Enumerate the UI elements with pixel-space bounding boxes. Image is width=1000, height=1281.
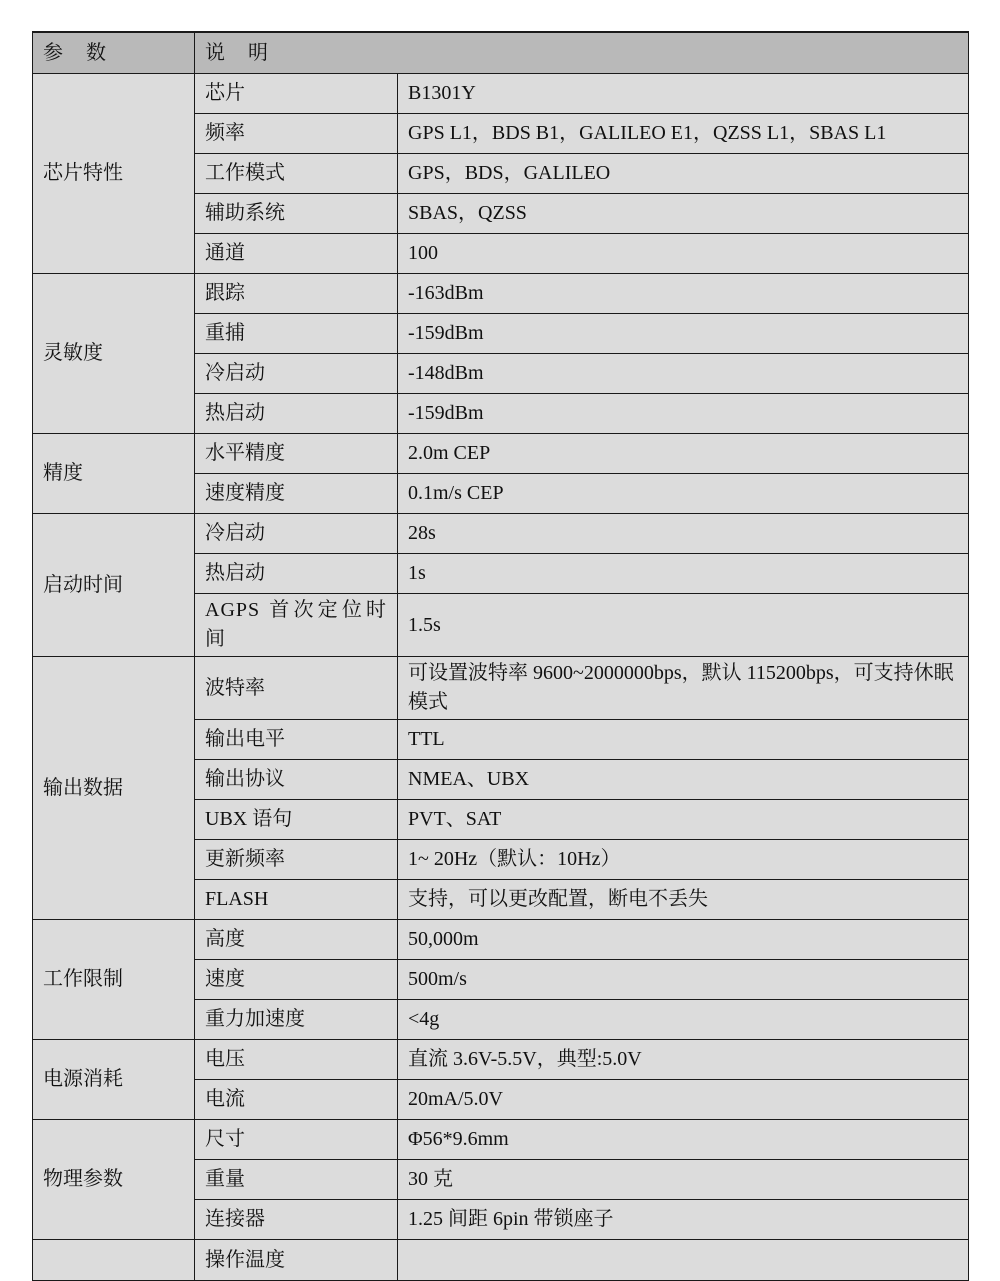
parameter-cell: 操作温度	[195, 1240, 398, 1281]
category-cell: 输出数据	[33, 657, 195, 920]
parameter-cell: 输出协议	[195, 760, 398, 800]
parameter-cell: 速度	[195, 960, 398, 1000]
parameter-cell: 更新频率	[195, 840, 398, 880]
parameter-cell: 速度精度	[195, 474, 398, 514]
category-cell: 电源消耗	[33, 1040, 195, 1120]
category-cell: 物理参数	[33, 1120, 195, 1240]
parameter-cell: 辅助系统	[195, 194, 398, 234]
value-cell: SBAS，QZSS	[398, 194, 969, 234]
parameter-cell: 热启动	[195, 394, 398, 434]
value-cell: 28s	[398, 514, 969, 554]
value-cell: -148dBm	[398, 354, 969, 394]
parameter-cell: 热启动	[195, 554, 398, 594]
parameter-cell: 连接器	[195, 1200, 398, 1240]
value-cell: 1s	[398, 554, 969, 594]
category-cell: 精度	[33, 434, 195, 514]
parameter-cell: 工作模式	[195, 154, 398, 194]
value-cell: <4g	[398, 1000, 969, 1040]
value-cell: TTL	[398, 720, 969, 760]
category-cell: 启动时间	[33, 514, 195, 657]
category-cell: 灵敏度	[33, 274, 195, 434]
parameter-cell: 跟踪	[195, 274, 398, 314]
table-row	[33, 657, 969, 720]
value-cell: PVT、SAT	[398, 800, 969, 840]
value-cell: 1~ 20Hz（默认：10Hz）	[398, 840, 969, 880]
category-cell	[33, 1240, 195, 1281]
parameter-cell: 水平精度	[195, 434, 398, 474]
value-cell: NMEA、UBX	[398, 760, 969, 800]
value-cell	[398, 1240, 969, 1281]
parameter-cell: 电压	[195, 1040, 398, 1080]
parameter-cell: 电流	[195, 1080, 398, 1120]
value-cell: -159dBm	[398, 394, 969, 434]
table-header-row	[33, 32, 969, 74]
value-cell: 500m/s	[398, 960, 969, 1000]
parameter-cell: FLASH	[195, 880, 398, 920]
parameter-cell: 通道	[195, 234, 398, 274]
table-row-partial	[33, 1240, 969, 1281]
parameter-cell: 波特率	[195, 657, 398, 720]
spec-table-body	[33, 32, 969, 1281]
value-cell: 100	[398, 234, 969, 274]
parameter-cell: AGPS 首次定位时间	[195, 594, 398, 657]
header-param: 参 数	[33, 32, 195, 74]
value-cell: GPS，BDS，GALILEO	[398, 154, 969, 194]
table-row	[33, 74, 969, 114]
parameter-cell: 频率	[195, 114, 398, 154]
value-cell: 50,000m	[398, 920, 969, 960]
value-cell: 1.5s	[398, 594, 969, 657]
parameter-cell: 重捕	[195, 314, 398, 354]
value-cell: 0.1m/s CEP	[398, 474, 969, 514]
value-cell: -159dBm	[398, 314, 969, 354]
parameter-cell: 高度	[195, 920, 398, 960]
table-row	[33, 514, 969, 554]
table-row	[33, 434, 969, 474]
value-cell: B1301Y	[398, 74, 969, 114]
parameter-cell: 芯片	[195, 74, 398, 114]
table-row	[33, 274, 969, 314]
header-description: 说 明	[195, 32, 969, 74]
value-cell: 1.25 间距 6pin 带锁座子	[398, 1200, 969, 1240]
category-cell: 芯片特性	[33, 74, 195, 274]
category-cell: 工作限制	[33, 920, 195, 1040]
parameter-cell: 尺寸	[195, 1120, 398, 1160]
value-cell: 30 克	[398, 1160, 969, 1200]
value-cell: 直流 3.6V-5.5V，典型:5.0V	[398, 1040, 969, 1080]
parameter-cell: 冷启动	[195, 354, 398, 394]
parameter-cell: 重力加速度	[195, 1000, 398, 1040]
parameter-cell: 重量	[195, 1160, 398, 1200]
table-row	[33, 1040, 969, 1080]
table-row	[33, 920, 969, 960]
value-cell: -163dBm	[398, 274, 969, 314]
parameter-cell: 冷启动	[195, 514, 398, 554]
value-cell: Φ56*9.6mm	[398, 1120, 969, 1160]
value-cell: GPS L1，BDS B1，GALILEO E1，QZSS L1，SBAS L1	[398, 114, 969, 154]
table-row	[33, 1120, 969, 1160]
parameter-cell: 输出电平	[195, 720, 398, 760]
value-cell: 20mA/5.0V	[398, 1080, 969, 1120]
value-cell: 可设置波特率 9600~2000000bps，默认 115200bps，可支持休眠模式	[398, 657, 969, 720]
value-cell: 支持，可以更改配置，断电不丢失	[398, 880, 969, 920]
value-cell: 2.0m CEP	[398, 434, 969, 474]
parameter-cell: UBX 语句	[195, 800, 398, 840]
spec-table	[32, 31, 969, 1281]
